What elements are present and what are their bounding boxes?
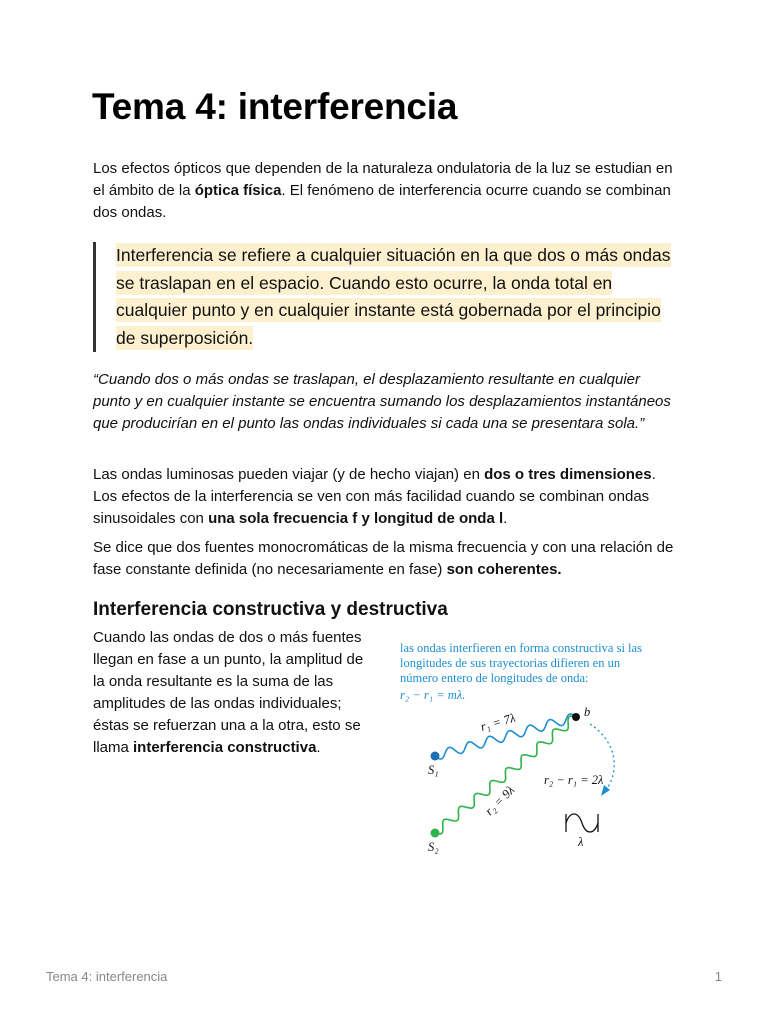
dimensions-bold-2: una sola frecuencia f y longitud de onda l	[208, 510, 504, 527]
italic-quote: “Cuando dos o más ondas se traslapan, el desplazamiento resultante en cualquier punto y en cualquier instante se encuentra sumando los desplazamientos instantáneos que producirían en el punto las ondas individuales si cada una se presentara sola.”	[93, 371, 671, 432]
highlight-blockquote	[93, 242, 673, 352]
constructive-text-2: .	[316, 739, 321, 756]
label-lambda: λ	[578, 835, 584, 849]
page-number: 1	[714, 969, 722, 984]
intro-paragraph	[93, 158, 678, 224]
point-b-dot	[572, 713, 580, 721]
dimensions-bold-1: dos o tres dimensiones	[484, 466, 652, 483]
section-heading: Interferencia constructiva y destructiva	[93, 599, 448, 620]
dimensions-text-3: .	[503, 510, 508, 527]
coherent-text-1: Se dice que dos fuentes monocromáticas de la misma frecuencia y con una relación de fase constante definida (no necesariamente en fase)	[93, 539, 674, 578]
intro-bold-optica-fisica: óptica física	[194, 182, 282, 199]
footer-title: Tema 4: interferencia	[46, 969, 168, 984]
page-title: Tema 4: interferencia	[92, 86, 458, 127]
dimensions-text-1: Las ondas luminosas pueden viajar (y de hecho viajan) en	[93, 466, 485, 483]
figure-formula: r₂ − r₁ = mλ.	[400, 688, 466, 702]
label-r2: r₂ = 9λ	[482, 783, 518, 819]
source-s2-dot	[431, 829, 440, 838]
label-r1: r₁ = 7λ	[478, 710, 518, 734]
dimensions-text-2: . Los efectos de la interferencia se ven con más facilidad cuando se combinan ondas sinusoidales con	[93, 466, 656, 527]
figure-caption-line-1: las ondas interfieren en forma constructiva si las	[400, 641, 642, 655]
intro-text-2: . El fenómeno de interferencia ocurre cuando se combinan dos ondas.	[93, 182, 671, 221]
figure-caption-line-3: número entero de longitudes de onda:	[400, 671, 589, 685]
highlight-quote-text: Interferencia se refiere a cualquier situación en la que dos o más ondas se traslapan en el espacio. Cuando esto ocurre, la onda total en cualquier punto y en cualquier instante está gobernada por el principio de superposición.	[116, 245, 671, 348]
coherent-paragraph	[93, 537, 678, 581]
label-b: b	[584, 705, 591, 719]
interference-figure	[398, 636, 698, 861]
constructive-paragraph	[93, 627, 368, 759]
constructive-text-1: Cuando las ondas de dos o más fuentes llegan en fase a un punto, la amplitud de la onda resultante es la suma de las amplitudes de las ondas individuales; éstas se refuerzan una a la otra, esto se llama	[93, 629, 364, 756]
coherent-bold-1: son coherentes.	[446, 561, 562, 578]
label-r2-minus-r1: r₂ − r₁ = 2λ	[544, 773, 604, 787]
wavelength-icon	[566, 814, 598, 832]
constructive-bold-1: interferencia constructiva	[133, 739, 317, 756]
source-s1-dot	[431, 752, 440, 761]
figure-caption-line-2: longitudes de sus trayectorias difieren en un	[400, 656, 621, 670]
dimensions-paragraph	[93, 464, 678, 530]
label-s2: S₂	[428, 840, 439, 854]
label-s1: S₁	[428, 763, 439, 777]
intro-text-1: Los efectos ópticos que dependen de la naturaleza ondulatoria de la luz se estudian en el ámbito de la	[93, 160, 673, 199]
